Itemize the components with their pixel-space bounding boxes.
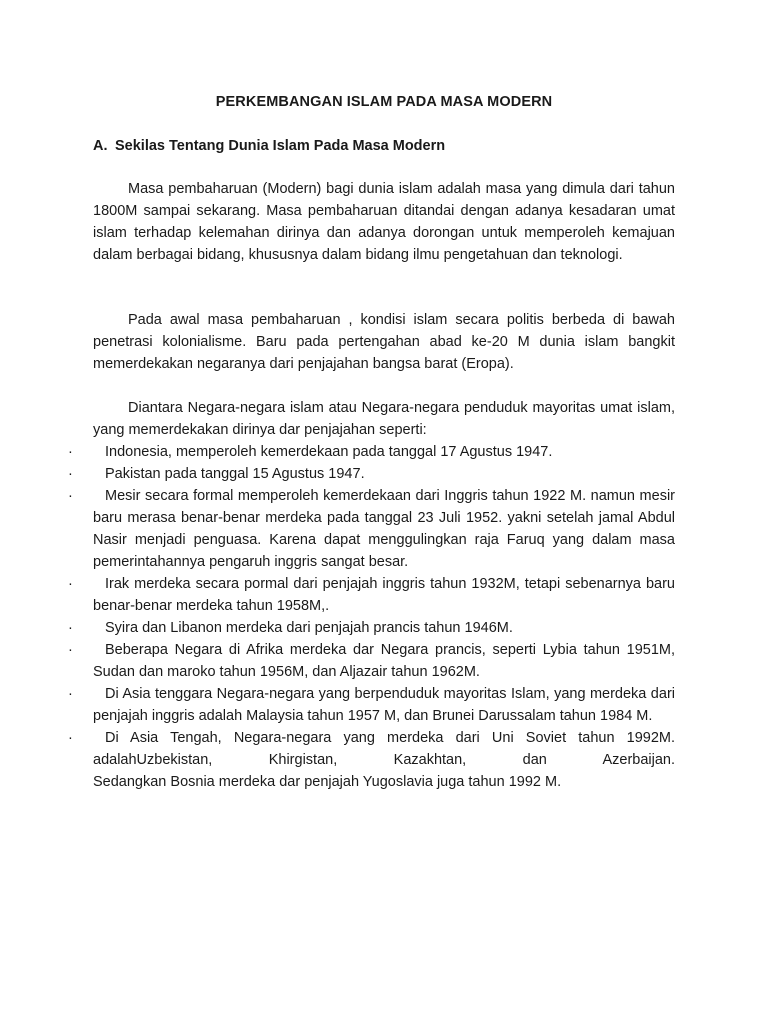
section-heading: [93, 135, 445, 157]
list-item-text: Irak merdeka secara pormal dari penjajah inggris tahun 1932M, tetapi sebenarnya baru benar-benar merdeka tahun 1958M,.: [93, 576, 675, 614]
list-item: [68, 639, 675, 683]
paragraph-1: [93, 178, 675, 266]
bullet-icon: ·: [68, 466, 73, 482]
paragraph-3-text: Diantara Negara-negara islam atau Negara-negara penduduk mayoritas umat islam, yang memerdekakan dirinya dar penjajahan seperti:: [93, 400, 675, 438]
bullet-icon: ·: [68, 576, 73, 592]
list-item: [68, 463, 675, 485]
list-item: [68, 573, 675, 617]
section-number: A.: [93, 138, 108, 154]
list-item: [68, 441, 675, 463]
list-item: [68, 683, 675, 727]
list-item: [68, 617, 675, 639]
list-item-text: Mesir secara formal memperoleh kemerdekaan dari Inggris tahun 1922 M. namun mesir baru merasa benar-benar merdeka pada tanggal 23 Juli 1952. yakni setelah jamal Abdul Nasir menjadi penguasa. Karena dapat menggulingkan raja Faruq yang dalam masa pemerintahannya pengaruh inggris sangat besar.: [93, 488, 675, 570]
paragraph-1-text: Masa pembaharuan (Modern) bagi dunia islam adalah masa yang dimula dari tahun 1800M sampai sekarang. Masa pembaharuan ditandai dengan adanya kesadaran umat islam terhadap kelemahan dirinya dan adanya dorongan untuk memperoleh kemajuan dalam berbagai bidang, khususnya dalam bidang ilmu pengetahuan dan teknologi.: [93, 181, 675, 263]
list-item-text: Pakistan pada tanggal 15 Agustus 1947.: [105, 466, 365, 482]
paragraph-2: [93, 309, 675, 375]
list-item-text: Beberapa Negara di Afrika merdeka dar Negara prancis, seperti Lybia tahun 1951M, Sudan dan maroko tahun 1956M, dan Aljazair tahun 1962M.: [93, 642, 675, 680]
bullet-icon: ·: [68, 444, 73, 460]
independence-list: [68, 441, 675, 793]
list-item-text: Di Asia tenggara Negara-negara yang berpenduduk mayoritas Islam, yang merdeka dari penjajah inggris adalah Malaysia tahun 1957 M, dan Brunei Darussalam tahun 1984 M.: [93, 686, 675, 724]
bullet-icon: ·: [68, 620, 73, 636]
list-item: [68, 485, 675, 573]
list-item-text: Di Asia Tengah, Negara-negara yang merdeka dari Uni Soviet tahun 1992M. adalahUzbekistan, Khirgistan, Kazakhtan, dan Azerbaijan.: [93, 730, 675, 768]
list-item-text: Sedangkan Bosnia merdeka dar penjajah Yugoslavia juga tahun 1992 M.: [93, 774, 562, 790]
list-item-text: Syira dan Libanon merdeka dari penjajah prancis tahun 1946M.: [105, 620, 513, 636]
bullet-icon: ·: [68, 730, 73, 746]
section-title: Sekilas Tentang Dunia Islam Pada Masa Modern: [115, 138, 446, 154]
bullet-icon: ·: [68, 488, 73, 504]
list-item-continuation: [93, 771, 675, 793]
document-title: PERKEMBANGAN ISLAM PADA MASA MODERN: [215, 94, 553, 110]
list-item-text: Indonesia, memperoleh kemerdekaan pada tanggal 17 Agustus 1947.: [105, 444, 553, 460]
paragraph-3: [93, 397, 675, 441]
bullet-icon: ·: [68, 642, 73, 658]
list-item: [68, 727, 675, 771]
bullet-icon: ·: [68, 686, 73, 702]
paragraph-2-text: Pada awal masa pembaharuan , kondisi islam secara politis berbeda di bawah penetrasi kolonialisme. Baru pada pertengahan abad ke-20 M dunia islam bangkit memerdekakan negaranya dari penjajahan bangsa barat (Eropa).: [93, 312, 675, 372]
